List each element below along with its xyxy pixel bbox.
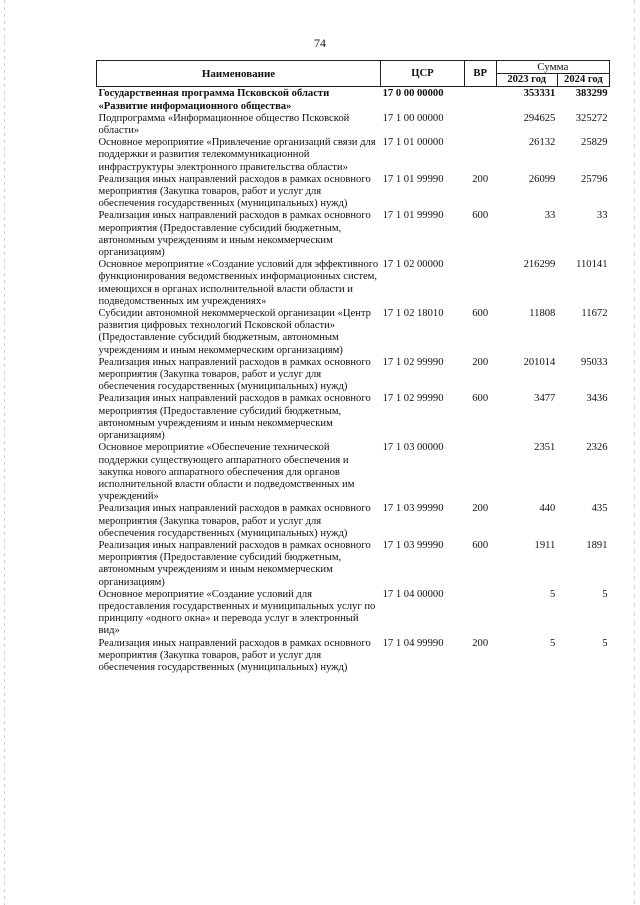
table-row xyxy=(97,503,610,540)
cell-vr: 200 xyxy=(472,173,489,185)
cell-sum-2023: 2351 xyxy=(534,442,556,454)
header-year-2024: 2024 год xyxy=(557,74,609,87)
cell-name: Реализация иных направлений расходов в рамках основного мероприятия (Закупка товаров, работ и услуг для обеспечения государственных (муниципальных) нужд) xyxy=(98,503,371,539)
table-row xyxy=(97,308,610,357)
cell-sum-2023: 353331 xyxy=(523,88,556,100)
table-row xyxy=(97,174,610,211)
cell-sum-2024: 1891 xyxy=(586,539,608,551)
cell-csr: 17 1 02 00000 xyxy=(382,259,444,271)
cell-sum-2023: 1911 xyxy=(534,539,556,551)
cell-csr: 17 1 03 99990 xyxy=(382,503,444,515)
cell-name: Реализация иных направлений расходов в рамках основного мероприятия (Предоставление субсидий бюджетным, автономным учреждениям и иным некоммерческим организациям) xyxy=(98,210,371,259)
cell-vr xyxy=(464,137,496,174)
cell-vr xyxy=(464,259,496,308)
cell-sum-2023: 216299 xyxy=(523,259,556,271)
scan-edge-right xyxy=(634,0,635,905)
cell-sum-2024: 5 xyxy=(602,637,608,649)
table-row xyxy=(97,540,610,589)
cell-sum-2024: 95033 xyxy=(581,356,608,368)
header-sum: Сумма xyxy=(496,61,609,74)
table-row xyxy=(97,137,610,174)
cell-sum-2023: 440 xyxy=(539,503,556,515)
cell-vr xyxy=(464,113,496,137)
cell-vr: 600 xyxy=(472,539,489,551)
cell-sum-2023: 5 xyxy=(550,637,556,649)
cell-name: Государственная программа Псковской области «Развитие информационного общества» xyxy=(98,88,330,112)
scan-edge-left xyxy=(4,0,5,905)
table-row xyxy=(97,589,610,638)
cell-vr xyxy=(464,442,496,503)
cell-sum-2023: 26132 xyxy=(528,137,556,149)
cell-csr: 17 1 02 99990 xyxy=(382,356,444,368)
cell-sum-2024: 435 xyxy=(591,503,608,515)
header-vr: ВР xyxy=(464,61,496,87)
table-row xyxy=(97,259,610,308)
cell-name: Основное мероприятие «Привлечение организаций связи для поддержки и развития телекоммуникационной инфраструктуры электронного правительства области» xyxy=(98,137,376,173)
cell-vr: 600 xyxy=(472,308,489,320)
cell-csr: 17 1 02 99990 xyxy=(382,393,444,405)
table-row xyxy=(97,210,610,259)
cell-name: Реализация иных направлений расходов в рамках основного мероприятия (Предоставление субсидий бюджетным, автономным учреждениям и иным некоммерческим организациям) xyxy=(98,393,371,442)
header-year-2023: 2023 год xyxy=(496,74,557,87)
cell-csr: 17 1 01 00000 xyxy=(382,137,444,149)
page-number: 74 xyxy=(314,36,326,50)
cell-sum-2024: 110141 xyxy=(576,259,608,271)
cell-sum-2024: 325272 xyxy=(575,112,608,124)
cell-vr: 600 xyxy=(472,393,489,405)
cell-name: Реализация иных направлений расходов в рамках основного мероприятия (Закупка товаров, работ и услуг для обеспечения государственных (муниципальных) нужд) xyxy=(98,356,371,393)
cell-csr: 17 1 01 99990 xyxy=(382,173,444,185)
cell-name: Субсидии автономной некоммерческой организации «Центр развития цифровых технологий Псковской области» (Предоставление субсидий бюджетным, автономным учреждениям и иным некоммерческим организациям) xyxy=(98,308,371,356)
cell-sum-2023: 201014 xyxy=(523,356,556,368)
cell-csr: 17 1 02 18010 xyxy=(382,308,444,320)
cell-name: Реализация иных направлений расходов в рамках основного мероприятия (Закупка товаров, работ и услуг для обеспечения государственных (муниципальных) нужд) xyxy=(98,173,371,210)
cell-sum-2024: 383299 xyxy=(575,88,608,100)
cell-sum-2023: 26099 xyxy=(528,173,556,185)
header-csr: ЦСР xyxy=(381,61,465,87)
table-header xyxy=(97,61,610,87)
cell-vr: 600 xyxy=(472,210,489,222)
cell-name: Основное мероприятие «Обеспечение технической поддержки существующего аппаратного обеспечения и закупка нового аппаратного обеспечения для органов исполнительной власти области и подведомственных им учреждений» xyxy=(98,442,355,503)
table-row xyxy=(97,87,610,113)
table-row xyxy=(97,113,610,137)
cell-sum-2023: 3477 xyxy=(534,393,556,405)
cell-sum-2024: 33 xyxy=(596,210,608,222)
cell-sum-2023: 5 xyxy=(550,588,556,600)
cell-csr: 17 1 04 00000 xyxy=(382,588,444,600)
cell-csr: 17 0 00 00000 xyxy=(382,88,444,100)
cell-name: Основное мероприятие «Создание условий для эффективного функционирования ведомственных информационных систем, имеющихся в органах исполнительной власти области и подведомственных им учреждениях» xyxy=(98,259,379,307)
cell-sum-2024: 2326 xyxy=(586,442,608,454)
cell-vr: 200 xyxy=(472,637,489,649)
cell-vr xyxy=(464,87,496,113)
cell-vr xyxy=(464,589,496,638)
cell-name: Подпрограмма «Информационное общество Псковской области» xyxy=(98,112,350,137)
header-name: Наименование xyxy=(97,61,381,87)
cell-sum-2023: 11808 xyxy=(529,308,556,320)
cell-sum-2024: 11672 xyxy=(581,308,608,320)
cell-sum-2023: 33 xyxy=(544,210,556,222)
cell-sum-2023: 294625 xyxy=(523,112,556,124)
cell-vr: 200 xyxy=(472,356,489,368)
table-row xyxy=(97,393,610,442)
cell-csr: 17 1 00 00000 xyxy=(382,112,444,124)
table-body xyxy=(97,87,610,674)
table-row xyxy=(97,442,610,503)
cell-sum-2024: 5 xyxy=(602,588,608,600)
cell-csr: 17 1 04 99990 xyxy=(382,637,444,649)
cell-name: Основное мероприятие «Создание условий для предоставления государственных и муниципальных услуг по принципу «одного окна» и перевода услуг в электронный вид» xyxy=(98,588,376,637)
cell-sum-2024: 25796 xyxy=(581,173,608,185)
cell-name: Реализация иных направлений расходов в рамках основного мероприятия (Закупка товаров, работ и услуг для обеспечения государственных (муниципальных) нужд) xyxy=(98,637,371,673)
cell-sum-2024: 25829 xyxy=(581,137,608,149)
table-row xyxy=(97,638,610,675)
table-row xyxy=(97,357,610,394)
cell-name: Реализация иных направлений расходов в рамках основного мероприятия (Предоставление субсидий бюджетным, автономным учреждениям и иным некоммерческим организациям) xyxy=(98,539,371,588)
cell-csr: 17 1 01 99990 xyxy=(382,210,444,222)
cell-vr: 200 xyxy=(472,503,489,515)
cell-csr: 17 1 03 00000 xyxy=(382,442,444,454)
cell-sum-2024: 3436 xyxy=(586,393,608,405)
budget-table xyxy=(96,60,610,674)
cell-csr: 17 1 03 99990 xyxy=(382,539,444,551)
